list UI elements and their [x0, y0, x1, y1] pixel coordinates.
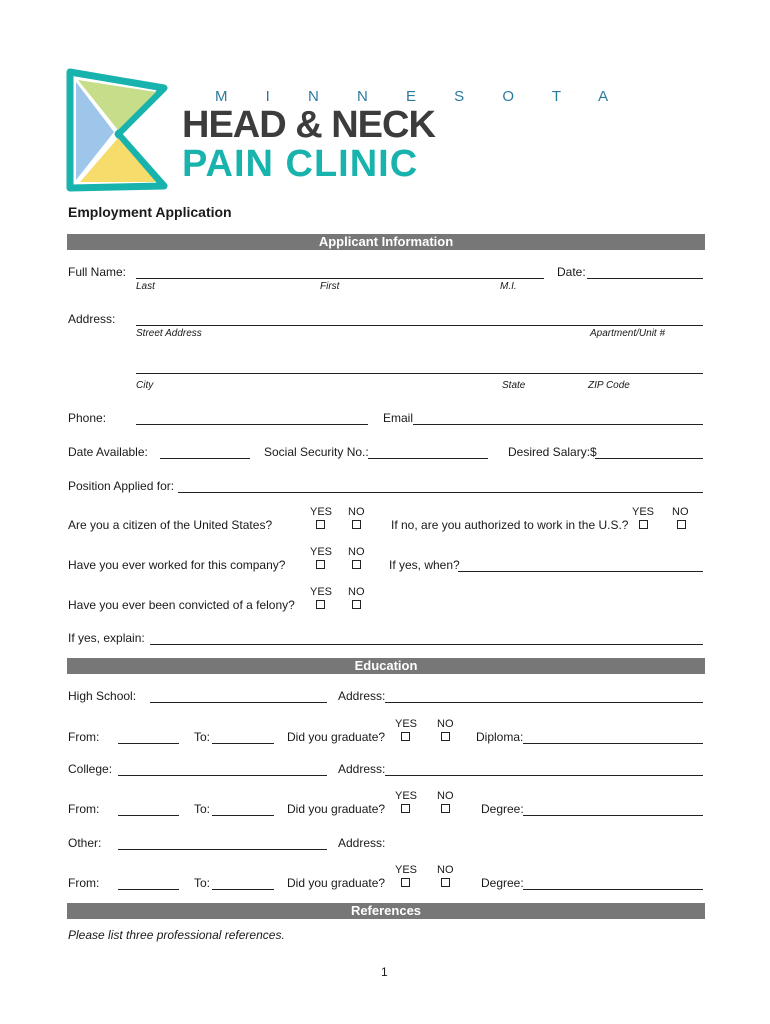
college-address-label: Address: — [338, 762, 386, 776]
citizen-question: Are you a citizen of the United States? — [68, 518, 273, 532]
college-to-label: To: — [194, 802, 211, 816]
authorized-question: If no, are you authorized to work in the U.S.? — [391, 518, 629, 532]
when-field[interactable] — [458, 571, 703, 572]
felony-no-label: NO — [348, 586, 365, 598]
references-instruction: Please list three professional references. — [68, 928, 285, 942]
college-to-field[interactable] — [212, 815, 274, 816]
college-grad-yes-checkbox[interactable] — [401, 804, 410, 813]
other-grad-no-label: NO — [437, 864, 454, 876]
last-caption: Last — [136, 281, 155, 292]
citizen-no-checkbox[interactable] — [352, 520, 361, 529]
high-school-address-field[interactable] — [385, 702, 703, 703]
other-to-field[interactable] — [212, 889, 274, 890]
ssn-field[interactable] — [368, 458, 488, 459]
email-field[interactable] — [413, 424, 703, 425]
authorized-no-label: NO — [672, 506, 689, 518]
email-label: Email — [383, 411, 414, 425]
college-degree-field[interactable] — [523, 815, 703, 816]
high-school-address-label: Address: — [338, 689, 386, 703]
date-field[interactable] — [587, 278, 703, 279]
citizen-yes-checkbox[interactable] — [316, 520, 325, 529]
phone-field[interactable] — [136, 424, 368, 425]
street-address-field[interactable] — [136, 325, 703, 326]
apt-caption: Apartment/Unit # — [590, 328, 666, 339]
first-caption: First — [320, 281, 340, 292]
hs-grad-yes-checkbox[interactable] — [401, 732, 410, 741]
other-from-field[interactable] — [118, 889, 179, 890]
college-from-label: From: — [68, 802, 100, 816]
other-grad-no-checkbox[interactable] — [441, 878, 450, 887]
worked-yes-checkbox[interactable] — [316, 560, 325, 569]
explain-label: If yes, explain: — [68, 631, 145, 645]
when-label: If yes, when? — [389, 558, 460, 572]
other-degree-field[interactable] — [523, 889, 703, 890]
logo-pain-clinic-text: PAIN CLINIC — [182, 143, 419, 185]
high-school-label: High School: — [68, 689, 137, 703]
hs-from-label: From: — [68, 730, 100, 744]
form-title: Employment Application — [68, 204, 232, 220]
logo-mark-icon — [64, 66, 174, 194]
authorized-yes-label: YES — [632, 506, 655, 518]
address-label: Address: — [68, 312, 116, 326]
other-from-label: From: — [68, 876, 100, 890]
citizen-yes-label: YES — [310, 506, 333, 518]
college-from-field[interactable] — [118, 815, 179, 816]
worked-no-label: NO — [348, 546, 365, 558]
hs-from-field[interactable] — [118, 743, 179, 744]
other-graduate-label: Did you graduate? — [287, 876, 386, 890]
section-references-header: References — [67, 903, 705, 919]
authorized-no-checkbox[interactable] — [677, 520, 686, 529]
college-degree-label: Degree: — [481, 802, 524, 816]
phone-label: Phone: — [68, 411, 107, 425]
worked-yes-label: YES — [310, 546, 333, 558]
desired-salary-label: Desired Salary:$ — [508, 445, 597, 459]
hs-to-field[interactable] — [212, 743, 274, 744]
felony-no-checkbox[interactable] — [352, 600, 361, 609]
diploma-field[interactable] — [523, 743, 703, 744]
state-caption: State — [502, 380, 526, 391]
street-caption: Street Address — [136, 328, 202, 339]
page-number: 1 — [381, 965, 388, 979]
position-field[interactable] — [178, 492, 703, 493]
hs-to-label: To: — [194, 730, 211, 744]
other-address-label: Address: — [338, 836, 386, 850]
college-field[interactable] — [118, 775, 327, 776]
logo-minnesota-text: M I N N E S O T A — [215, 88, 626, 105]
position-label: Position Applied for: — [68, 479, 175, 493]
felony-yes-label: YES — [310, 586, 333, 598]
other-grad-yes-label: YES — [395, 864, 418, 876]
hs-grad-no-checkbox[interactable] — [441, 732, 450, 741]
college-label: College: — [68, 762, 113, 776]
date-available-label: Date Available: — [68, 445, 148, 459]
worked-question: Have you ever worked for this company? — [68, 558, 286, 572]
college-grad-no-label: NO — [437, 790, 454, 802]
felony-yes-checkbox[interactable] — [316, 600, 325, 609]
college-address-field[interactable] — [385, 775, 703, 776]
mi-caption: M.I. — [500, 281, 517, 292]
high-school-field[interactable] — [150, 702, 327, 703]
worked-no-checkbox[interactable] — [352, 560, 361, 569]
city-caption: City — [136, 380, 154, 391]
other-label: Other: — [68, 836, 102, 850]
college-grad-no-checkbox[interactable] — [441, 804, 450, 813]
city-state-zip-field[interactable] — [136, 373, 703, 374]
hs-grad-no-label: NO — [437, 718, 454, 730]
full-name-field[interactable] — [136, 278, 544, 279]
other-grad-yes-checkbox[interactable] — [401, 878, 410, 887]
full-name-label: Full Name: — [68, 265, 127, 279]
felony-question: Have you ever been convicted of a felony? — [68, 598, 295, 612]
zip-caption: ZIP Code — [588, 380, 630, 391]
other-field[interactable] — [118, 849, 327, 850]
date-available-field[interactable] — [160, 458, 250, 459]
college-graduate-label: Did you graduate? — [287, 802, 386, 816]
hs-graduate-label: Did you graduate? — [287, 730, 386, 744]
diploma-label: Diploma: — [476, 730, 524, 744]
authorized-yes-checkbox[interactable] — [639, 520, 648, 529]
desired-salary-field[interactable] — [595, 458, 703, 459]
hs-grad-yes-label: YES — [395, 718, 418, 730]
citizen-no-label: NO — [348, 506, 365, 518]
ssn-label: Social Security No.: — [264, 445, 369, 459]
college-grad-yes-label: YES — [395, 790, 418, 802]
section-applicant-header: Applicant Information — [67, 234, 705, 250]
other-degree-label: Degree: — [481, 876, 524, 890]
date-label: Date: — [557, 265, 586, 279]
other-to-label: To: — [194, 876, 211, 890]
logo-head-neck-text: HEAD & NECK — [182, 104, 435, 146]
section-education-header: Education — [67, 658, 705, 674]
explain-field[interactable] — [150, 644, 703, 645]
